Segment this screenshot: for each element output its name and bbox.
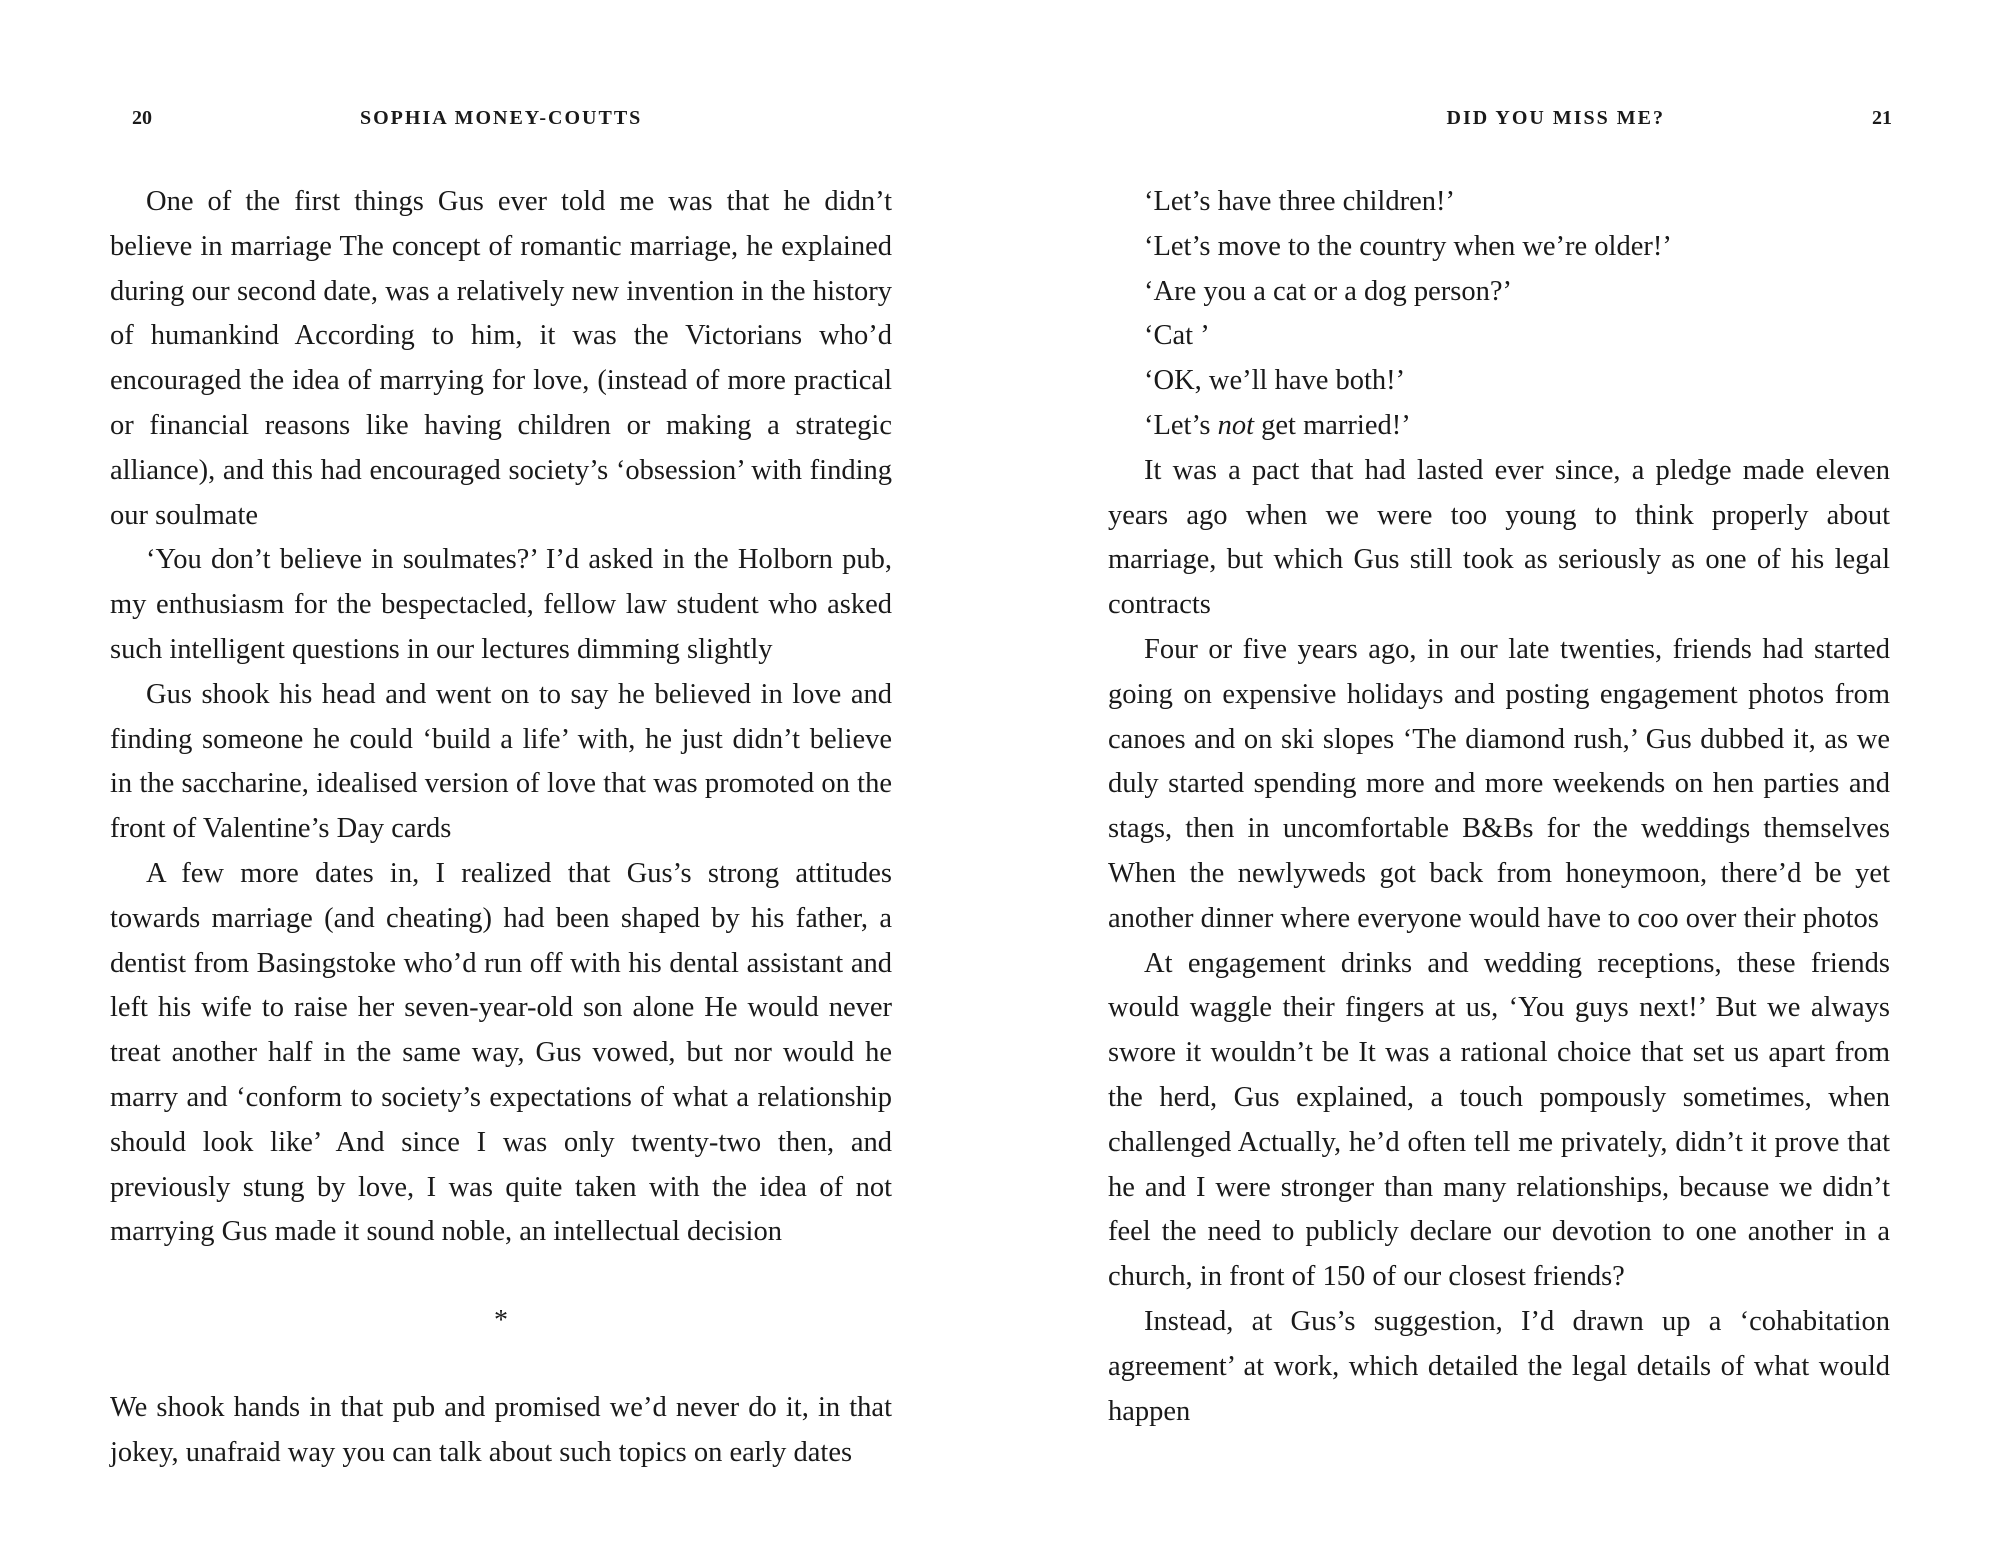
dialogue-line: ‘Let’s move to the country when we’re older!’ [1144,230,1672,262]
paragraph: At engagement drinks and wedding receptions, these friends would waggle their fingers at us, ‘You guys next!’ But we always swore it wouldn’t be It was a rational choice that set us apart from the herd, Gus explained, a touch pompously sometimes, when challenged Actually, he’d often tell me privately, didn’t it prove that he and I were stronger than many relationships, because we didn’t feel the need to publicly declare our devotion to one another in a church, in front of 150 of our closest friends? [1108,947,1890,1293]
running-head-title: DID YOU MISS ME? [1446,107,1665,129]
emphasis: not [1217,409,1255,441]
paragraph: ‘You don’t believe in soulmates?’ I’d asked in the Holborn pub, my enthusiasm for the bespectacled, fellow law student who asked such intelligent questions in our lectures dimming slightly [110,544,892,665]
body-text [110,180,892,1476]
dialogue-line: ‘Cat ’ [1144,320,1210,352]
dialogue-line: ‘OK, we’ll have both!’ [1144,365,1406,397]
dialogue-line: ‘Are you a cat or a dog person?’ [1144,275,1512,307]
paragraph: Four or five years ago, in our late twenties, friends had started going on expensive holidays and posting engagement photos from canoes and on ski slopes ‘The diamond rush,’ Gus dubbed it, as we duly started spending more and more weekends on hen parties and stags, then in uncomfortable B&Bs for the weddings themselves When the newlyweds got back from honeymoon, there’d be yet another dinner where everyone would have to coo over their photos [1108,633,1890,934]
paragraph: One of the first things Gus ever told me was that he didn’t believe in marriage The concept of romantic marriage, he explained during our second date, was a relatively new invention in the history of humankind According to him, it was the Victorians who’d encouraged the idea of marrying for love, (instead of more practical or financial reasons like having children or making a strategic alliance), and this had encouraged society’s ‘obsession’ with finding our soulmate [110,186,892,531]
dialogue-text: get married!’ [1254,409,1411,441]
page-number: 21 [1872,107,1892,129]
dialogue-text: ‘Let’s [1144,409,1218,441]
paragraph: Instead, at Gus’s suggestion, I’d drawn up a ‘cohabitation agreement’ at work, which detailed the legal details of what would happen [1108,1305,1890,1427]
body-text [1108,180,1890,1434]
right-page [1000,0,2000,1554]
paragraph: Gus shook his head and went on to say he believed in love and finding someone he could ‘build a life’ with, he just didn’t believe in the saccharine, idealised version of love that was promoted on the front of Valentine’s Day cards [110,678,892,845]
paragraph: It was a pact that had lasted ever since, a pledge made eleven years ago when we were too young to think properly about marriage, but which Gus still took as seriously as one of his legal contracts [1108,454,1890,621]
dialogue-line [1108,404,1890,449]
section-break-star: * [494,1305,508,1337]
running-head-author: SOPHIA MONEY-COUTTS [360,107,643,129]
paragraph: A few more dates in, I realized that Gus’s strong attitudes towards marriage (and cheating) had been shaped by his father, a dentist from Basingstoke who’d run off with his dental assistant and left his wife to raise her seven-year-old son alone He would never treat another half in the same way, Gus vowed, but nor would he marry and ‘conform to society’s expectations of what a relationship should look like’ And since I was only twenty-two then, and previously stung by love, I was quite taken with the idea of not marrying Gus made it sound noble, an intellectual decision [110,857,892,1248]
page-number: 20 [132,107,152,129]
paragraph: We shook hands in that pub and promised we’d never do it, in that jokey, unafraid way you can talk about such topics on early dates [110,1391,892,1468]
dialogue-line: ‘Let’s have three children!’ [1144,186,1455,217]
